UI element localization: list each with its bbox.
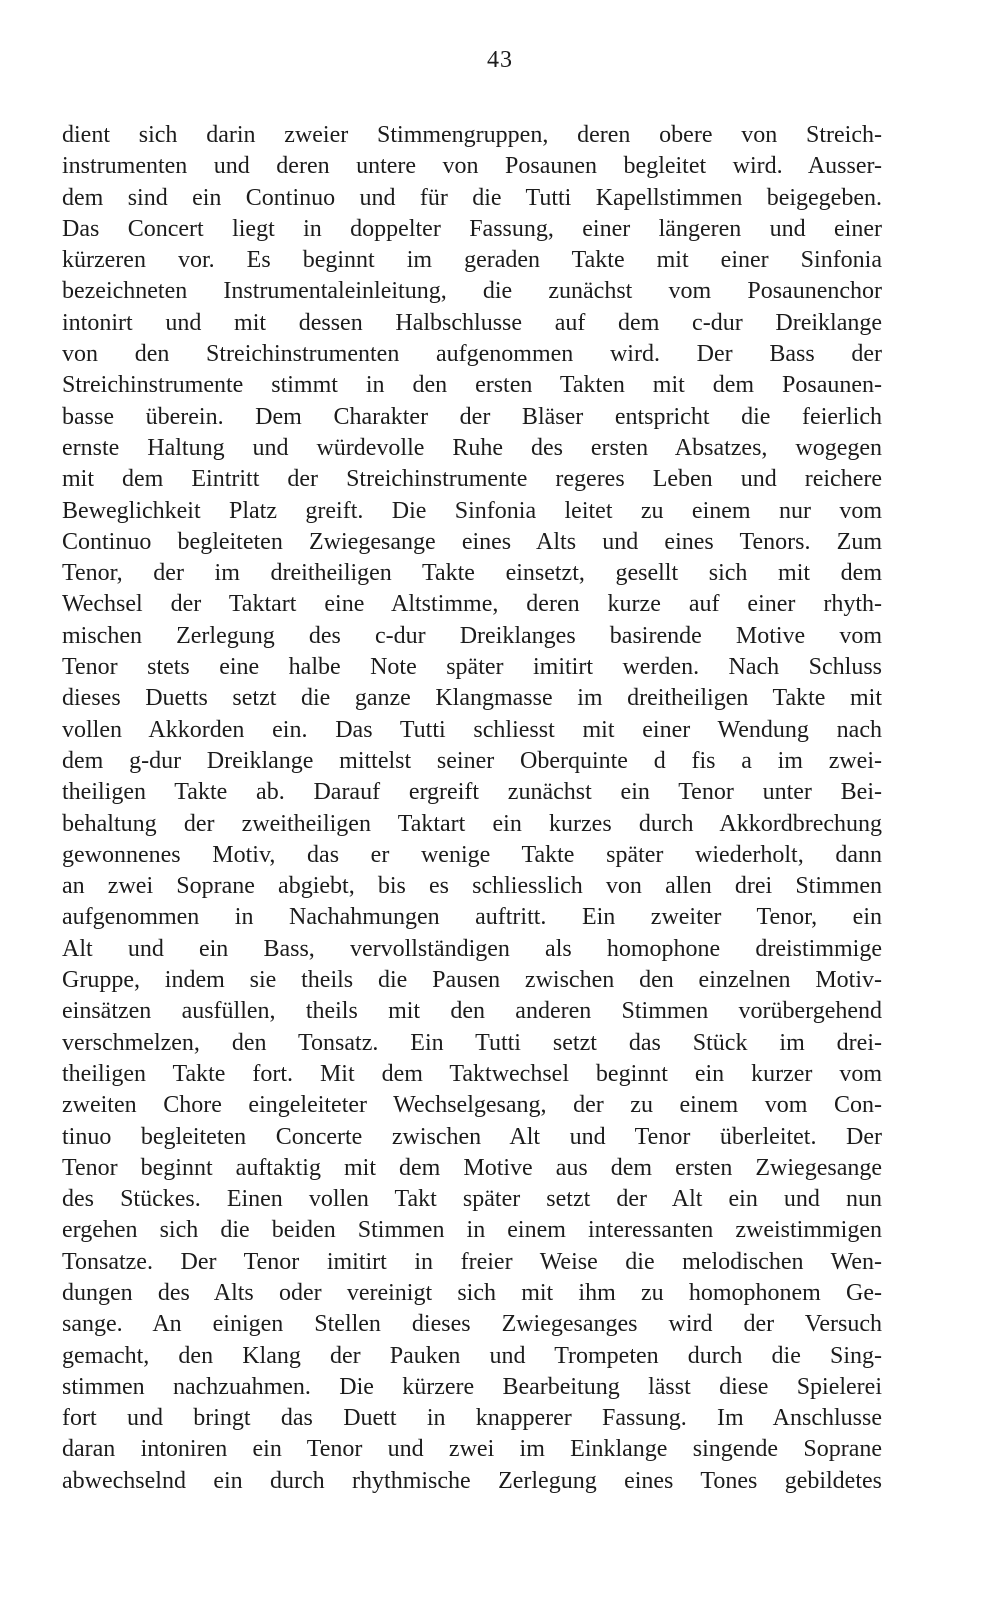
text-line: Tenor stets eine halbe Note später imitirt werden. Nach Schluss	[62, 654, 882, 681]
text-line: ernste Haltung und würdevolle Ruhe des ersten Absatzes, wogegen	[62, 434, 882, 461]
text-line: Tenor beginnt auftaktig mit dem Motive aus dem ersten Zwiegesange	[62, 1154, 882, 1181]
text-line: ergehen sich die beiden Stimmen in einem interessanten zweistimmigen	[62, 1217, 882, 1244]
text-line: Gruppe, indem sie theils die Pausen zwischen den einzelnen Motiv-	[62, 967, 882, 994]
page-number: 43	[487, 47, 513, 73]
text-line: gewonnenes Motiv, das er wenige Takte später wiederholt, dann	[62, 841, 882, 868]
text-line: Streichinstrumente stimmt in den ersten Takten mit dem Posaunen-	[62, 372, 882, 399]
text-line: bezeichneten Instrumentaleinleitung, die zunächst vom Posaunenchor	[62, 278, 882, 305]
text-line: basse überein. Dem Charakter der Bläser entspricht die feierlich	[62, 403, 882, 430]
text-line: Wechsel der Taktart eine Altstimme, deren kurze auf einer rhyth-	[62, 591, 882, 618]
text-line: zweiten Chore eingeleiteter Wechselgesang, der zu einem vom Con-	[62, 1092, 882, 1119]
text-line: mit dem Eintritt der Streichinstrumente regeres Leben und reichere	[62, 466, 882, 493]
text-line: dungen des Alts oder vereinigt sich mit ihm zu homophonem Ge-	[62, 1279, 882, 1306]
text-line: dieses Duetts setzt die ganze Klangmasse im dreitheiligen Takte mit	[62, 685, 882, 712]
text-line: Continuo begleiteten Zwiegesange eines Alts und eines Tenors. Zum	[62, 528, 882, 555]
text-line: von den Streichinstrumenten aufgenommen wird. Der Bass der	[62, 341, 882, 368]
text-line: stimmen nachzuahmen. Die kürzere Bearbeitung lässt diese Spielerei	[62, 1373, 882, 1400]
text-line: dem g-dur Dreiklange mittelst seiner Oberquinte d fis a im zwei-	[62, 747, 882, 774]
text-line: theiligen Takte ab. Darauf ergreift zunächst ein Tenor unter Bei-	[62, 779, 882, 806]
text-line: an zwei Soprane abgiebt, bis es schliesslich von allen drei Stimmen	[62, 873, 882, 900]
text-line: Beweglichkeit Platz greift. Die Sinfonia leitet zu einem nur vom	[62, 497, 882, 524]
text-line: sange. An einigen Stellen dieses Zwiegesanges wird der Versuch	[62, 1311, 882, 1338]
text-line: Alt und ein Bass, vervollständigen als homophone dreistimmige	[62, 935, 882, 962]
text-line: abwechselnd ein durch rhythmische Zerlegung eines Tones gebildetes	[62, 1467, 882, 1494]
text-line: einsätzen ausfüllen, theils mit den anderen Stimmen vorübergehend	[62, 998, 882, 1025]
text-line: tinuo begleiteten Concerte zwischen Alt und Tenor überleitet. Der	[62, 1123, 882, 1150]
text-line: dem sind ein Continuo und für die Tutti Kapellstimmen beigegeben.	[62, 184, 882, 211]
text-line: dient sich darin zweier Stimmengruppen, deren obere von Streich-	[62, 122, 882, 148]
text-line: Tonsatze. Der Tenor imitirt in freier Weise die melodischen Wen-	[62, 1248, 882, 1275]
text-line: mischen Zerlegung des c-dur Dreiklanges basirende Motive vom	[62, 622, 882, 649]
text-line: theiligen Takte fort. Mit dem Taktwechsel beginnt ein kurzer vom	[62, 1060, 882, 1087]
text-line: aufgenommen in Nachahmungen auftritt. Ein zweiter Tenor, ein	[62, 904, 882, 931]
text-line: kürzeren vor. Es beginnt im geraden Takte mit einer Sinfonia	[62, 247, 882, 274]
text-line: vollen Akkorden ein. Das Tutti schliesst mit einer Wendung nach	[62, 716, 882, 743]
text-line: daran intoniren ein Tenor und zwei im Einklange singende Soprane	[62, 1436, 882, 1463]
text-line: intonirt und mit dessen Halbschlusse auf dem c-dur Dreiklange	[62, 309, 882, 336]
body-text	[62, 120, 882, 1497]
text-line: gemacht, den Klang der Pauken und Trompeten durch die Sing-	[62, 1342, 882, 1369]
text-line: instrumenten und deren untere von Posaunen begleitet wird. Ausser-	[62, 153, 882, 180]
text-line: des Stückes. Einen vollen Takt später setzt der Alt ein und nun	[62, 1186, 882, 1213]
text-line: Das Concert liegt in doppelter Fassung, einer längeren und einer	[62, 215, 882, 242]
text-line: behaltung der zweitheiligen Taktart ein kurzes durch Akkordbrechung	[62, 810, 882, 837]
text-line: verschmelzen, den Tonsatz. Ein Tutti setzt das Stück im drei-	[62, 1029, 882, 1056]
text-line: Tenor, der im dreitheiligen Takte einsetzt, gesellt sich mit dem	[62, 560, 882, 587]
text-line: fort und bringt das Duett in knapperer Fassung. Im Anschlusse	[62, 1405, 882, 1432]
